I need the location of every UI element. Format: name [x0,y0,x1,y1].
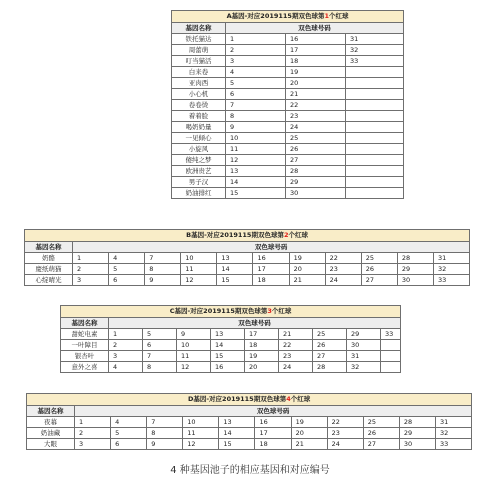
ball-number-cell: 5 [111,428,147,439]
ball-number-cell: 24 [279,362,313,373]
ball-number-cell: 4 [111,417,147,428]
table-title [172,11,404,23]
ball-number-cell: 4 [226,67,286,78]
ball-number-cell: 4 [109,253,145,264]
ball-number-cell: 27 [361,275,397,286]
gene-name: 大眼 [27,439,75,450]
gene-name: 着着脸 [172,111,226,122]
table-title-suffix: 个红球 [288,231,308,240]
gene-name: 一叶障目 [61,340,109,351]
ball-number-cell: 25 [286,133,346,144]
ball-number-cell: 19 [291,417,327,428]
ball-number-cell: 1 [109,329,143,340]
ball-number-cell: 1 [226,34,286,45]
table-row [61,351,401,362]
ball-number-cell: 26 [361,264,397,275]
table-title-prefix: D基因-对应2019115期双色球第 [187,395,287,404]
ball-number-cell: 19 [286,67,346,78]
ball-number-cell: 32 [433,264,469,275]
ball-number-cell: 23 [279,351,313,362]
ball-number-cell: 17 [245,329,279,340]
ball-number-cell: 6 [143,340,177,351]
gene-name: 夜幕 [27,417,75,428]
ball-number-cell: 11 [226,144,286,155]
gene-name: 银杏叶 [61,351,109,362]
ball-number-cell: 5 [143,329,177,340]
ball-number-cell: 25 [363,417,399,428]
table-row [27,439,472,450]
ball-number-cell: 23 [325,264,361,275]
gene-table-a [171,10,404,199]
ball-number-cell: 32 [435,428,471,439]
table-row [172,78,404,89]
ball-number-cell: 32 [347,362,381,373]
ball-number-cell: 18 [245,340,279,351]
figure-caption: 4 种基因池子的相应基因和对应编号 [170,465,330,476]
ball-number-cell: 30 [347,340,381,351]
ball-number-cell [346,155,404,166]
table-row [25,264,470,275]
ball-number-cell: 28 [286,166,346,177]
table-title-prefix: B基因-对应2019115期双色球第 [186,231,284,240]
table-row [25,275,470,286]
ball-number-cell: 21 [291,439,327,450]
ball-number-cell: 16 [211,362,245,373]
table-title-row [61,306,401,318]
gene-name: 卷卷烫 [172,100,226,111]
ball-number-cell: 11 [183,428,219,439]
gene-name: 傻纯之梦 [172,155,226,166]
table-row [61,362,401,373]
ball-number-cell: 8 [147,428,183,439]
ball-number-cell [346,133,404,144]
table-row [172,177,404,188]
gene-name: 男子汉 [172,177,226,188]
ball-number-cell: 6 [111,439,147,450]
ball-number-cell: 10 [183,417,219,428]
table-row [27,417,472,428]
ball-number-cell: 33 [433,275,469,286]
ball-number-cell: 21 [286,89,346,100]
table-title-suffix: 个红球 [290,395,311,404]
gene-name: 奶酪 [25,253,73,264]
ball-number-cell: 2 [73,264,109,275]
ball-number-cell: 29 [347,329,381,340]
ball-number-cell [346,188,404,199]
ball-number-cell: 13 [211,329,245,340]
number-column-header: 双色球号码 [226,23,404,34]
gene-name: 一见倾心 [172,133,226,144]
gene-name: 小旋风 [172,144,226,155]
table-row [172,166,404,177]
ball-number-cell: 27 [313,351,347,362]
ball-number-cell: 31 [346,34,404,45]
gene-table-c [60,305,401,373]
ball-number-cell: 4 [109,362,143,373]
ball-number-cell: 20 [286,78,346,89]
ball-number-cell: 1 [75,417,111,428]
ball-number-cell: 7 [226,100,286,111]
ball-number-cell: 28 [399,417,435,428]
ball-number-cell: 33 [346,56,404,67]
ball-number-cell: 11 [177,351,211,362]
ball-number-cell: 30 [399,439,435,450]
ball-number-cell: 2 [226,45,286,56]
ball-number-cell: 29 [399,428,435,439]
table-row [172,144,404,155]
ball-number-cell: 13 [217,253,253,264]
number-column-header: 双色球号码 [75,406,472,417]
table-title-ball-number: 1 [324,12,329,21]
gene-name: 叮当猫活 [172,56,226,67]
ball-number-cell: 9 [226,122,286,133]
ball-number-cell: 16 [253,253,289,264]
ball-number-cell: 8 [226,111,286,122]
ball-number-cell: 17 [255,428,291,439]
ball-number-cell: 10 [226,133,286,144]
name-column-header: 基因名称 [172,23,226,34]
table-title-prefix: C基因-对应2019115期双色球第 [169,307,268,316]
ball-number-cell: 17 [286,45,346,56]
gene-name: 喝奶奶量 [172,122,226,133]
ball-number-cell: 30 [397,275,433,286]
table-title [61,306,401,318]
ball-number-cell [346,177,404,188]
ball-number-cell: 14 [217,264,253,275]
ball-number-cell: 15 [219,439,255,450]
ball-number-cell: 16 [255,417,291,428]
ball-number-cell: 2 [109,340,143,351]
ball-number-cell: 33 [381,329,401,340]
ball-number-cell: 12 [181,275,217,286]
ball-number-cell: 7 [145,253,181,264]
ball-number-cell: 6 [226,89,286,100]
gene-table-d [26,393,472,450]
ball-number-cell: 13 [226,166,286,177]
ball-number-cell: 24 [325,275,361,286]
number-column-header: 双色球号码 [109,318,401,329]
table-row [172,34,404,45]
ball-number-cell: 13 [219,417,255,428]
ball-number-cell [346,144,404,155]
ball-number-cell: 23 [327,428,363,439]
gene-name: 铁托猫达 [172,34,226,45]
ball-number-cell: 10 [177,340,211,351]
ball-number-cell: 30 [286,188,346,199]
ball-number-cell: 21 [279,329,313,340]
gene-name: 欧洲贵艺 [172,166,226,177]
ball-number-cell: 18 [286,56,346,67]
gene-name: 小心机 [172,89,226,100]
table-title-ball-number: 3 [267,307,272,316]
gene-name: 周蕾萌 [172,45,226,56]
gene-name: 奶油藏 [27,428,75,439]
ball-number-cell [381,362,401,373]
ball-number-cell: 17 [253,264,289,275]
ball-number-cell: 16 [286,34,346,45]
table-row [172,155,404,166]
table-row [172,67,404,78]
gene-name: 白来卷 [172,67,226,78]
table-row [172,89,404,100]
ball-number-cell: 2 [75,428,111,439]
table-title-suffix: 个红球 [328,12,349,21]
ball-number-cell: 12 [177,362,211,373]
ball-number-cell: 18 [253,275,289,286]
table-title-row [25,230,470,242]
gene-name: 慶纸萌猫 [25,264,73,275]
table-row [27,428,472,439]
ball-number-cell: 3 [75,439,111,450]
ball-number-cell: 7 [147,417,183,428]
table-header-row [172,23,404,34]
ball-number-cell: 18 [255,439,291,450]
ball-number-cell: 27 [363,439,399,450]
ball-number-cell: 26 [363,428,399,439]
table-row [172,122,404,133]
ball-number-cell [346,89,404,100]
gene-table-b [24,229,470,286]
table-title-row [27,394,472,406]
ball-number-cell: 15 [226,188,286,199]
ball-number-cell [346,166,404,177]
ball-number-cell: 22 [279,340,313,351]
ball-number-cell [346,122,404,133]
name-column-header: 基因名称 [25,242,73,253]
ball-number-cell: 24 [327,439,363,450]
ball-number-cell: 20 [289,264,325,275]
gene-name: 奶油排红 [172,188,226,199]
gene-name: 亚肉西 [172,78,226,89]
ball-number-cell: 6 [109,275,145,286]
table-title-row [172,11,404,23]
ball-number-cell: 7 [143,351,177,362]
table-title-ball-number: 4 [286,395,291,404]
ball-number-cell: 8 [143,362,177,373]
table-row [172,133,404,144]
ball-number-cell: 3 [109,351,143,362]
ball-number-cell: 29 [286,177,346,188]
gene-name: 心绽晴光 [25,275,73,286]
table-row [172,111,404,122]
ball-number-cell [381,340,401,351]
table-row [25,253,470,264]
table-title [25,230,470,242]
name-column-header: 基因名称 [27,406,75,417]
ball-number-cell: 33 [435,439,471,450]
ball-number-cell [346,111,404,122]
ball-number-cell: 21 [289,275,325,286]
table-header-row [61,318,401,329]
ball-number-cell: 31 [433,253,469,264]
ball-number-cell: 3 [73,275,109,286]
ball-number-cell: 22 [325,253,361,264]
ball-number-cell: 1 [73,253,109,264]
ball-number-cell: 29 [397,264,433,275]
ball-number-cell: 27 [286,155,346,166]
ball-number-cell: 20 [291,428,327,439]
table-row [172,100,404,111]
ball-number-cell: 9 [147,439,183,450]
ball-number-cell: 25 [313,329,347,340]
ball-number-cell: 9 [177,329,211,340]
ball-number-cell: 11 [181,264,217,275]
ball-number-cell: 31 [347,351,381,362]
ball-number-cell: 22 [286,100,346,111]
ball-number-cell: 12 [226,155,286,166]
table-row [172,45,404,56]
ball-number-cell: 31 [435,417,471,428]
ball-number-cell: 3 [226,56,286,67]
table-row [172,188,404,199]
ball-number-cell: 28 [313,362,347,373]
ball-number-cell: 32 [346,45,404,56]
ball-number-cell: 23 [286,111,346,122]
gene-name: 意外之喜 [61,362,109,373]
name-column-header: 基因名称 [61,318,109,329]
ball-number-cell: 12 [183,439,219,450]
table-header-row [27,406,472,417]
ball-number-cell: 26 [286,144,346,155]
ball-number-cell: 9 [145,275,181,286]
ball-number-cell: 10 [181,253,217,264]
ball-number-cell [346,78,404,89]
table-title-suffix: 个红球 [271,307,292,316]
ball-number-cell: 25 [361,253,397,264]
ball-number-cell: 5 [109,264,145,275]
ball-number-cell: 15 [211,351,245,362]
gene-name: 甜蛇电素 [61,329,109,340]
ball-number-cell: 26 [313,340,347,351]
ball-number-cell [346,100,404,111]
table-row [172,56,404,67]
ball-number-cell: 22 [327,417,363,428]
ball-number-cell: 14 [211,340,245,351]
ball-number-cell: 20 [245,362,279,373]
table-title-ball-number: 2 [283,231,289,240]
ball-number-cell [346,67,404,78]
ball-number-cell: 24 [286,122,346,133]
ball-number-cell: 14 [226,177,286,188]
ball-number-cell: 15 [217,275,253,286]
table-row [61,329,401,340]
ball-number-cell: 19 [289,253,325,264]
number-column-header: 双色球号码 [73,242,470,253]
table-row [61,340,401,351]
table-title [27,394,472,406]
ball-number-cell [381,351,401,362]
ball-number-cell: 14 [219,428,255,439]
ball-number-cell: 28 [397,253,433,264]
ball-number-cell: 5 [226,78,286,89]
ball-number-cell: 19 [245,351,279,362]
table-header-row [25,242,470,253]
ball-number-cell: 8 [145,264,181,275]
table-title-prefix: A基因-对应2019115期双色球第 [226,12,325,21]
